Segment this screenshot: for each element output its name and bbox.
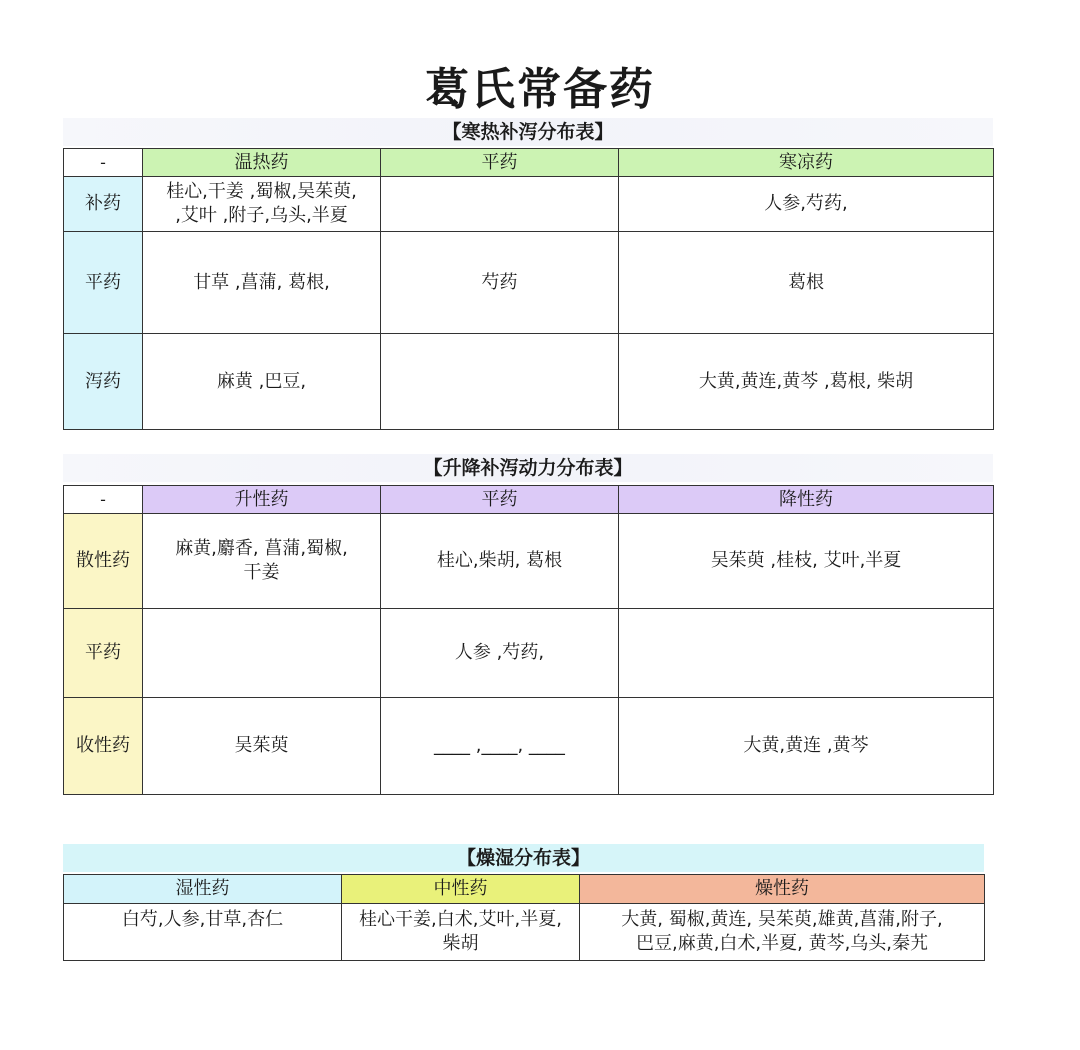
row-header: 散性药 (64, 514, 143, 609)
table-cell: ____ ,____, ____ (381, 698, 619, 795)
column-header: 中性药 (342, 875, 580, 904)
table-row (64, 232, 994, 334)
table-cell: 甘草 ,菖蒲, 葛根, (143, 232, 381, 334)
table-cell (381, 177, 619, 232)
column-header: 平药 (381, 149, 619, 177)
table-cell: 大黄,黄连 ,黄芩 (619, 698, 994, 795)
column-header: 温热药 (143, 149, 381, 177)
table-cell: 葛根 (619, 232, 994, 334)
table-row (64, 698, 994, 795)
table-cell: 大黄, 蜀椒,黄连, 吴茱萸,雄黄,菖蒲,附子, 巴豆,麻黄,白术,半夏, 黄芩,乌头,秦艽 (580, 904, 985, 961)
table-cell: 人参,芍药, (619, 177, 994, 232)
cold-heat-table (63, 148, 994, 430)
table-corner-cell: - (64, 486, 143, 514)
table-cell: 桂心,干姜 ,蜀椒,吴茱萸, ,艾叶 ,附子,乌头,半夏 (143, 177, 381, 232)
table-cell: 大黄,黄连,黄芩 ,葛根, 柴胡 (619, 334, 994, 430)
table-row (64, 177, 994, 232)
table-cell: 人参 ,芍药, (381, 609, 619, 698)
table-cell (143, 609, 381, 698)
table-row (64, 334, 994, 430)
table-row (64, 904, 985, 961)
rise-fall-table (63, 485, 994, 795)
column-header: 降性药 (619, 486, 994, 514)
table-corner-cell: - (64, 149, 143, 177)
column-header: 升性药 (143, 486, 381, 514)
row-header: 泻药 (64, 334, 143, 430)
table-cell: 吴茱萸 (143, 698, 381, 795)
table-row (64, 609, 994, 698)
column-header: 平药 (381, 486, 619, 514)
dry-damp-table (63, 874, 985, 961)
page-title: 葛氏常备药 (425, 64, 655, 115)
table-cell (619, 609, 994, 698)
column-header: 寒凉药 (619, 149, 994, 177)
row-header: 平药 (64, 232, 143, 334)
rise-fall-table-title: 【升降补泻动力分布表】 (63, 454, 993, 482)
table-cell: 桂心,柴胡, 葛根 (381, 514, 619, 609)
dry-damp-table-title: 【燥湿分布表】 (63, 844, 984, 872)
table-cell: 麻黄 ,巴豆, (143, 334, 381, 430)
table-cell (381, 334, 619, 430)
table-cell: 桂心干姜,白术,艾叶,半夏, 柴胡 (342, 904, 580, 961)
column-header: 湿性药 (64, 875, 342, 904)
table-cell: 吴茱萸 ,桂枝, 艾叶,半夏 (619, 514, 994, 609)
row-header: 补药 (64, 177, 143, 232)
column-header: 燥性药 (580, 875, 985, 904)
row-header: 平药 (64, 609, 143, 698)
table-cell: 白芍,人参,甘草,杏仁 (64, 904, 342, 961)
table-row (64, 514, 994, 609)
row-header: 收性药 (64, 698, 143, 795)
table-cell: 芍药 (381, 232, 619, 334)
table-cell: 麻黄,麝香, 菖蒲,蜀椒, 干姜 (143, 514, 381, 609)
cold-heat-table-title: 【寒热补泻分布表】 (63, 118, 993, 146)
